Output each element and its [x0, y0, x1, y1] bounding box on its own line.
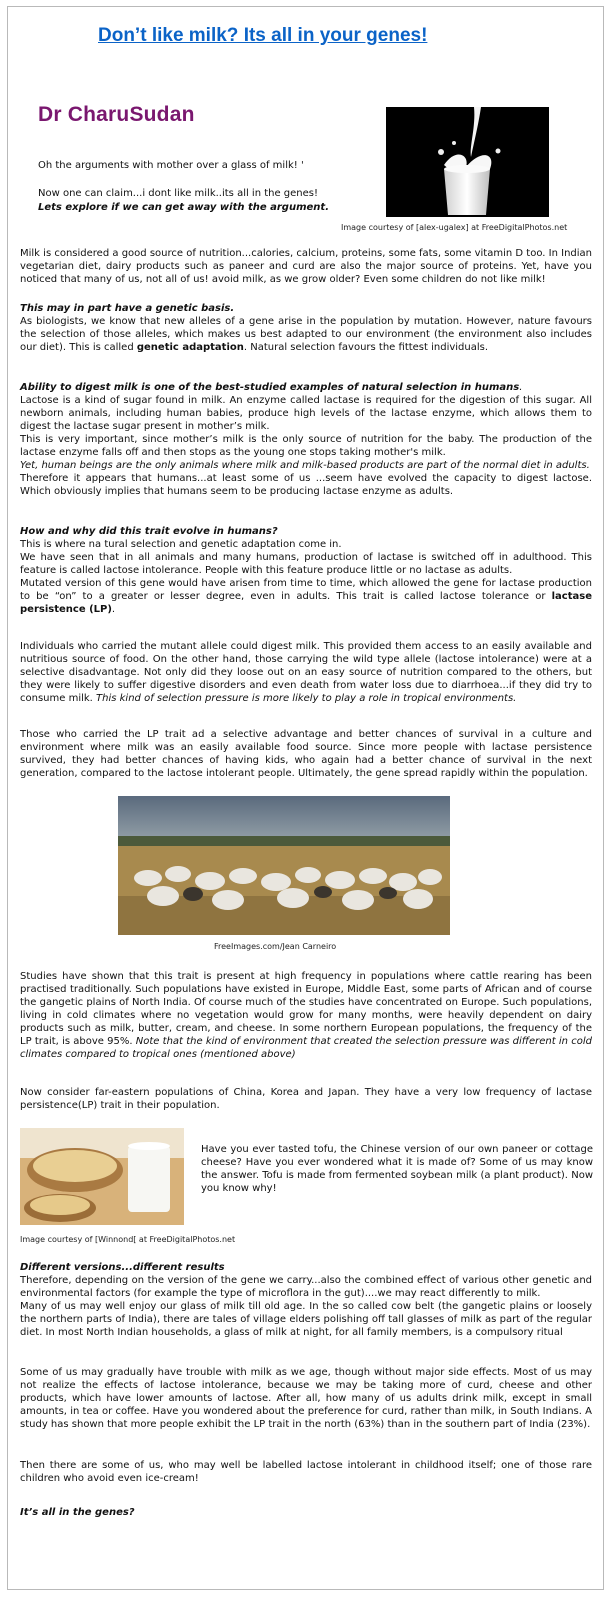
author-name: Dr CharuSudan — [38, 103, 195, 126]
intro-line-2: Now one can claim...i dont like milk..its all in the genes! — [38, 188, 319, 199]
section-2: Ability to digest milk is one of the best-studied examples of natural selection in humans. Lactose is a kind of sugar found in milk. An enzyme called lactase is required for the digestion of this sugar. All newborn animals, including human babies, produce high levels of the lactase enzyme, which allows them to digest the lactase sugar present in mother’s milk. This is very important, since mother’s milk is the only source of nutrition for the baby. The production of the lactase enzyme falls off and then stops as the young one stops taking mother's milk. Yet, human beings are the only animals where milk and milk-based products are part of the normal diet in adults. Therefore it appears that humans...at least some of us ...seem have evolved the capacity to digest lactose. Which obviously implies that humans seem to be producing lactase enzyme as adults. — [20, 382, 592, 497]
paragraph-intolerance-age: Some of us may gradually have trouble with milk as we age, though without major side effects. Most of us may not realize the effects of lactose intolerance, because we may be taking more of curd, cheese and other products, which have lower amounts of lactose. After all, how many of us adults drink milk, except in small amounts, in tea or coffee. Have you wondered about the preference for curd, rather than milk, in South Indians. A study has shown that more people exhibit the LP trait in the north (63%) than in the southern part of India (23%). — [20, 1367, 592, 1430]
soybean-milk-image — [20, 1128, 184, 1225]
heading-natural-selection: Ability to digest milk is one of the best-studied examples of natural selection in humans — [20, 382, 520, 393]
heading-different-versions: Different versions...different results — [20, 1262, 225, 1273]
heading-all-in-genes: It’s all in the genes? — [20, 1507, 135, 1518]
article-page — [7, 6, 604, 1590]
page-title[interactable]: Don’t like milk? Its all in your genes! — [98, 25, 428, 46]
paragraph-far-east: Now consider far-eastern populations of China, Korea and Japan. They have a very low frequency of lactase persistence(LP) trait in their population. — [20, 1087, 592, 1111]
section-3: How and why did this trait evolve in humans? This is where na tural selection and genetic adaptation come in. We have seen that in all animals and many humans, production of lactase is switched off in adulthood. This feature is called lactose intolerance. People with this feature produce little or no lactase as adults. Mutated version of this gene would have arisen from time to time, which allowed the gene for lactase production to be “on” to a greater or lesser degree, even in adults. This trait is called lactose tolerance or lactase persistence (LP). — [20, 526, 592, 615]
paragraph-lp-advantage: Those who carried the LP trait ad a selective advantage and better chances of survival in a culture and environment where milk was an easily available food source. Since more people with lactase persistence survived, they had better chances of having kids, who again had a better chance of survival in the next generation, compared to the lactose intolerant people. Ultimately, the gene spread rapidly within the population. — [20, 729, 592, 779]
paragraph-1: Milk is considered a good source of nutrition...calories, calcium, proteins, some fats, some vitamin D too. In Indian vegetarian diet, dairy products such as paneer and curd are also the major source of proteins. Yet, have you noticed that many of us, not all of us! avoid milk, as we grow older? Even some children do not like milk! — [20, 248, 592, 285]
soy-image-caption: Image courtesy of [Winnond[ at FreeDigitalPhotos.net — [20, 1235, 236, 1244]
paragraph-cattle-rearing: Studies have shown that this trait is present at high frequency in populations where cattle rearing has been practised traditionally. Such populations have existed in Europe, Middle East, some parts of African and of course the gangetic plains of North India. Of course much of the studies have concentrated on Europe. Such populations, living in cold climates where no vegetation would grow for many months, were heavily dependent on dairy products such as milk, butter, cream, and cheese. In some northern European populations, the frequency of the LP trait, is above 95%. Note that the kind of environment that created the selection pressure was different in cold climates compared to tropical ones (mentioned above) — [20, 971, 592, 1060]
intro-line-3: Lets explore if we can get away with the argument. — [38, 202, 329, 213]
cattle-image-caption: FreeImages.com/Jean Carneiro — [214, 942, 337, 951]
section-different-versions: Different versions...different results Therefore, depending on the version of the gene we carry...also the combined effect of various other genetic and environmental factors (for example the type of microflora in the gut)....we may react differently to milk. Many of us may well enjoy our glass of milk till old age. In the so called cow belt (the gangetic plains or loosely the northern parts of India), there are tales of village elders polishing off tall glasses of milk as part of the regular diet. In most North Indian households, a glass of milk at night, for all family members, is a compulsory ritual — [20, 1262, 592, 1338]
heading-genetic-basis: This may in part have a genetic basis. — [20, 303, 235, 314]
section-1: This may in part have a genetic basis. As biologists, we know that new alleles of a gene arise in the population by mutation. However, nature favours the selection of those alleles, which makes us best adapted to our environment (the environment also includes our diet). This is called genetic adaptation. Natural selection favours the fittest individuals. — [20, 303, 592, 353]
milk-splash-image — [386, 107, 549, 217]
cattle-herd-image — [118, 796, 450, 935]
paragraph-mutant-allele: Individuals who carried the mutant allele could digest milk. This provided them access to an easily available and nutritious source of food. On the other hand, those carrying the wild type allele (lactose intolerance) were at a selective disadvantage. Not only did they loose out on an easy source of nutrition compared to the others, but they were likely to suffer digestive disorders and even death from water loss due to diarrhoea...if they did try to consume milk. This kind of selection pressure is more likely to play a role in tropical environments. — [20, 641, 592, 704]
paragraph-tofu: Have you ever tasted tofu, the Chinese version of our own paneer or cottage cheese? Have you ever wondered what it is made of? Some of us may know the answer. Tofu is made from fermented soybean milk (a plant product). Now you know why! — [201, 1144, 593, 1194]
paragraph-childhood: Then there are some of us, who may well be labelled lactose intolerant in childhood itself; one of those rare children who avoid even ice-cream! — [20, 1460, 592, 1484]
intro-line-1: Oh the arguments with mother over a glass of milk! ' — [38, 160, 304, 171]
heading-how-why: How and why did this trait evolve in humans? — [20, 526, 278, 537]
milk-image-caption: Image courtesy of [alex-ugalex] at FreeDigitalPhotos.net — [341, 223, 568, 232]
